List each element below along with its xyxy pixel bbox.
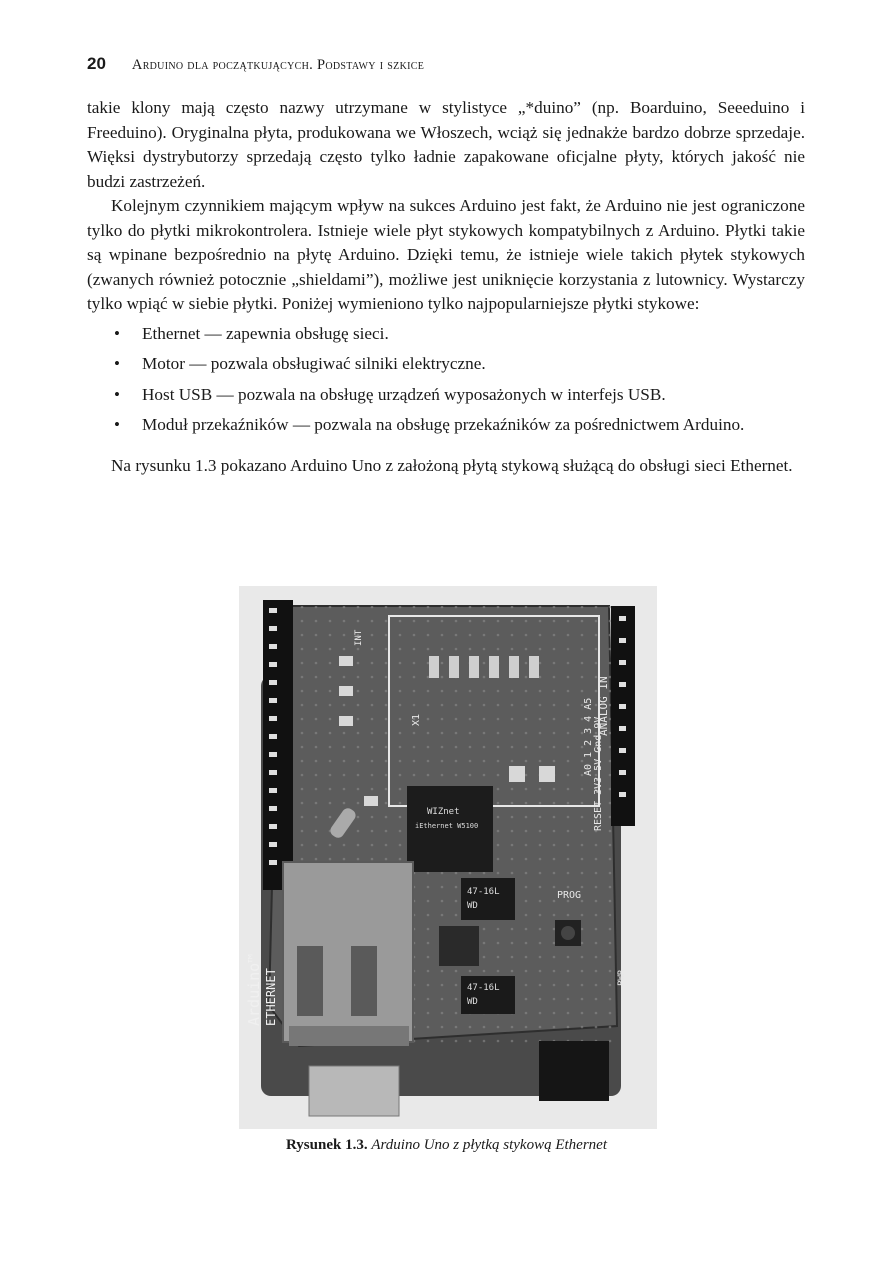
left-pin-header — [263, 600, 293, 890]
bullet-icon: • — [114, 323, 120, 343]
figure-caption — [0, 1137, 893, 1154]
page-number: 20 — [87, 54, 106, 73]
bullet-list — [87, 322, 805, 438]
power-pins-label: RESET 3V3 5V Gnd 9V — [593, 716, 604, 831]
power-jack — [539, 1041, 609, 1101]
arduino-ethernet-photo — [239, 586, 657, 1129]
analog-pins-label: A0 1 2 3 4 A5 — [583, 697, 594, 776]
figure-photo — [239, 586, 657, 1129]
prog-label: PROG — [557, 890, 582, 901]
right-pin-header — [611, 606, 635, 826]
pwr-label: PWR — [617, 969, 627, 986]
inductor-code: WD — [467, 997, 478, 1007]
rj45-jack — [283, 862, 413, 1046]
w5100-chip — [407, 786, 493, 872]
list-item-text: Ethernet — zapewnia obsługę sieci. — [142, 323, 389, 343]
chip-brand: WIZnet — [427, 807, 460, 817]
board-label: Arduino™ — [245, 953, 263, 1026]
inductor-label: 47-16L — [467, 887, 500, 897]
analog-in-label: ANALOG IN — [597, 676, 610, 736]
paragraph-1: takie klony mają często nazwy utrzymane w stylistyce „*duino” (np. Boarduino, Seeeduino i Freeduino). Oryginalna płyta, produkowana we Włoszech, wciąż się jednakże bardzo dobrze sprzedaje. Więksi dystrybutorzy sprzedają często tylko ładnie zapakowane oficjalne płyty, których jakość nie budzi zastrzeżeń. — [87, 98, 805, 191]
inductor-1 — [461, 878, 515, 920]
caption-text: Arduino Uno z płytką stykową Ethernet — [371, 1137, 607, 1153]
running-title: Arduino dla początkujących. Podstawy i szkice — [131, 57, 425, 73]
list-item-text: Host USB — pozwala na obsługę urządzeń wyposażonych w interfejs USB. — [142, 384, 666, 404]
paragraph-2: Kolejnym czynnikiem mającym wpływ na sukces Arduino jest fakt, że Arduino nie jest ograniczone tylko do płytki mikrokontrolera. Istnieje wiele płyt stykowych kompatybilnych z Arduino. Płytki takie są wpinane bezpośrednio na płytę Arduino. Dzięki temu, że istnieje wiele takich płytek stykowych (zwanych również potocznie „shieldami”), możliwe jest uniknięcie korzystania z lutownicy. Wystarczy tylko wpiąć w siebie płytki. Poniżej wymieniono tylko najpopularniejsze płytki stykowe: — [87, 196, 805, 313]
body-text — [87, 96, 805, 478]
inductor-code: WD — [467, 901, 478, 911]
list-item-text: Motor — pozwala obsługiwać silniki elektryczne. — [142, 354, 486, 373]
usb-connector — [309, 1066, 399, 1116]
paragraph-3: Na rysunku 1.3 pokazano Arduino Uno z założoną płytą stykową służącą do obsługi sieci Ethernet. — [111, 455, 793, 475]
inductor-2 — [461, 976, 515, 1014]
list-item — [87, 352, 762, 377]
list-item — [87, 322, 762, 347]
crystal-label: X1 — [411, 713, 422, 726]
int-label: INT — [354, 629, 364, 646]
inductor-label: 47-16L — [467, 983, 500, 993]
list-item — [87, 383, 762, 408]
bullet-icon: • — [114, 354, 120, 373]
bullet-icon: • — [114, 415, 120, 434]
caption-label: Rysunek 1.3. — [286, 1137, 368, 1153]
bullet-icon: • — [114, 384, 120, 404]
chip-model: iEthernet W5100 — [415, 822, 479, 830]
list-item — [87, 413, 762, 438]
list-item-text: Moduł przekaźników — pozwala na obsługę przekaźników za pośrednictwem Arduino. — [142, 415, 745, 434]
running-header — [87, 54, 807, 74]
board-label-2: ETHERNET — [264, 968, 278, 1026]
